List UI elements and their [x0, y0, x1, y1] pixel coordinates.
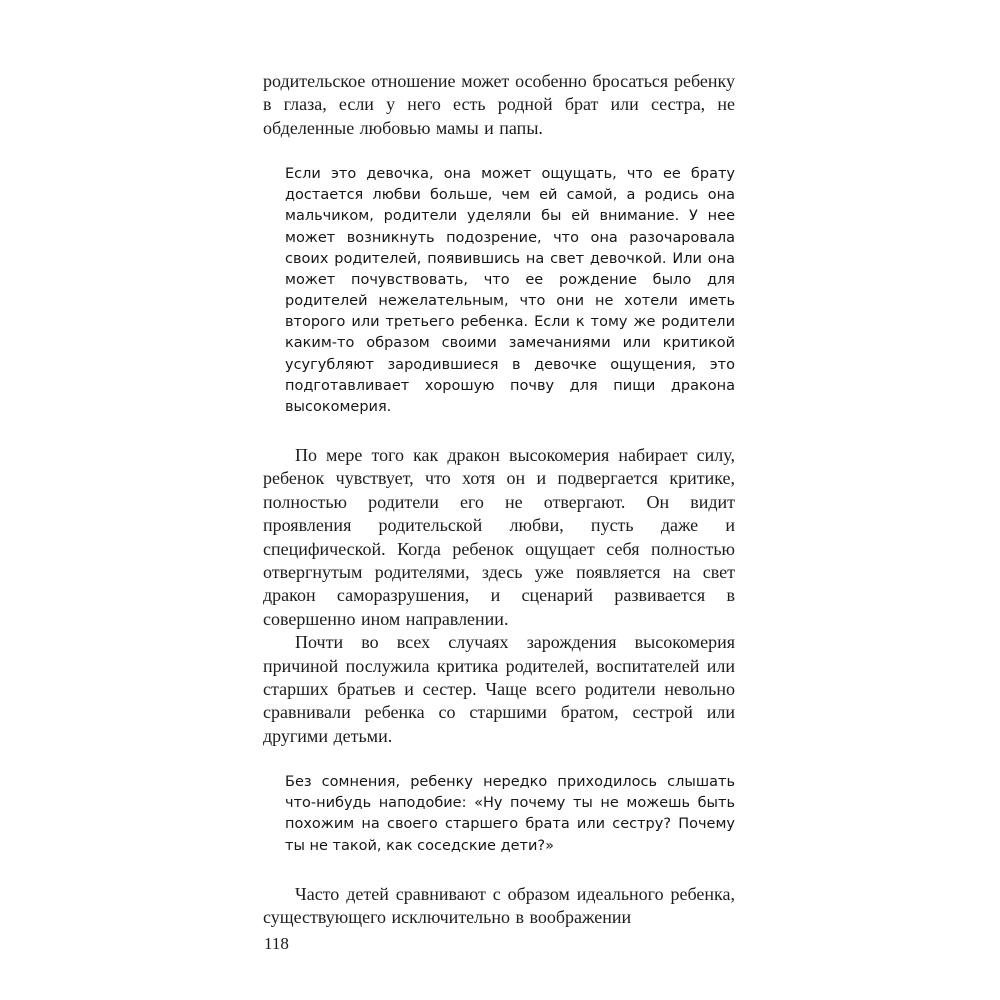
- body-paragraph: Почти во всех случаях зарождения высокомерия причиной послужила критика родителей, воспитателей или старших братьев и сестер. Чаще всего родители невольно сравнивали ребенка со старшими братом, сестрой или другими детьми.: [263, 632, 735, 746]
- text-block: [263, 70, 735, 930]
- block-quote: Если это девочка, она может ощущать, что ее брату достается любви больше, чем ей самой, а родись она мальчиком, родители уделяли бы ей внимание. У нее может возникнуть подозрение, что она разочаровала своих родителей, появившись на свет девочкой. Или она может почувствовать, что ее рождение было для родителей нежелательным, что они не хотели иметь второго или третьего ребенка. Если к тому же родители каким-то образом своими замечаниями или критикой усугубляют зародившиеся в девочке ощущения, это подготавливает хорошую почву для пищи дракона высокомерия.: [285, 166, 735, 415]
- block-quote: Без сомнения, ребенку нередко приходилось слышать что-нибудь наподобие: «Ну почему ты не можешь быть похожим на своего старшего брата или сестру? Почему ты не такой, как соседские дети?»: [285, 774, 735, 854]
- body-paragraph: По мере того как дракон высокомерия набирает силу, ребенок чувствует, что хотя он и подвергается критике, полностью родители его не отвергают. Он видит проявления родительской любви, пусть даже и специфической. Когда ребенок ощущает себя полностью отвергнутым родителями, здесь уже появляется на свет дракон саморазрушения, и сценарий развивается в совершенно ином направлении.: [263, 445, 735, 629]
- body-paragraph: Часто детей сравнивают с образом идеального ребенка, существующего исключительно в воображении: [263, 883, 735, 928]
- page-number: 118: [264, 934, 289, 953]
- body-paragraph: родительское отношение может особенно бросаться ребенку в глаза, если у него есть родной брат или сестра, не обделенные любовью мамы и папы.: [263, 71, 735, 138]
